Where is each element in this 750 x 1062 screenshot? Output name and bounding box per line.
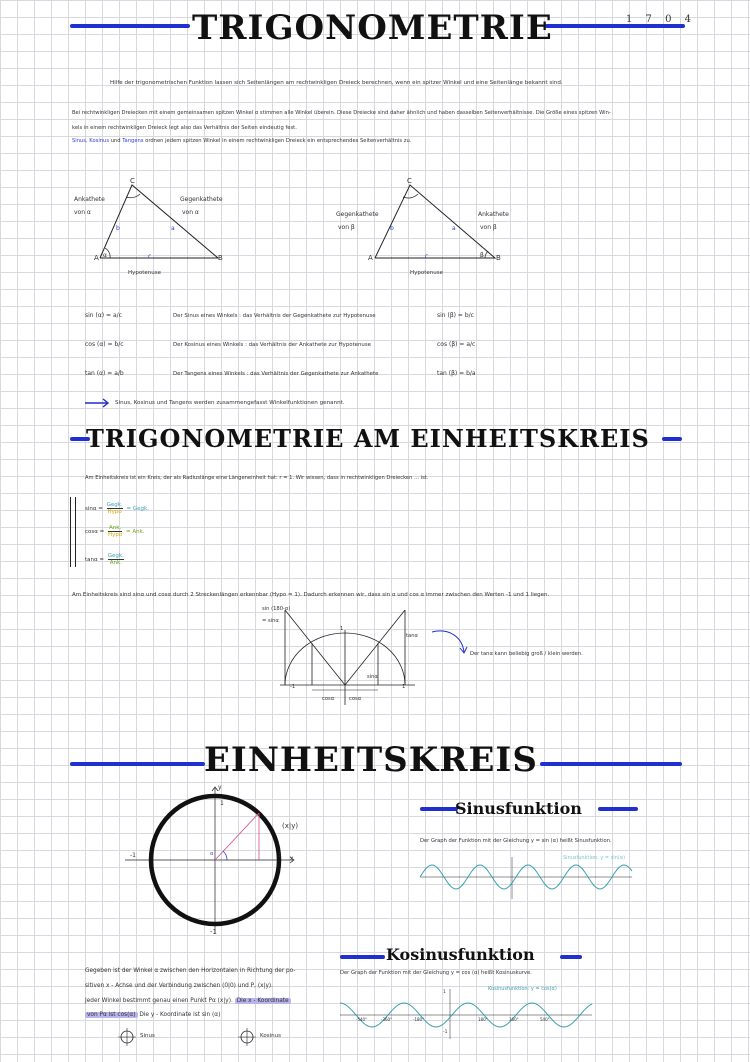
tangent-diagram [270, 605, 450, 710]
uc-minus1-left: -1 [130, 852, 136, 859]
d-sin180: sin (180-α) [262, 606, 291, 612]
t2-B: B [496, 254, 501, 262]
t1-gegenkathete: Gegenkathete [180, 196, 223, 203]
t2-gegenkathete2: von β [338, 224, 355, 231]
t1-ankathete: Ankathete [74, 196, 105, 203]
t1-hypotenuse: Hypotenuse [128, 270, 162, 276]
row-cos-desc: Der Kosinus eines Winkels : das Verhältnis der Ankathete zur Hypotenuse [173, 342, 371, 348]
row-tan-left: tan (α) = a/b [85, 370, 124, 377]
s3-p3-text: Jeder Winkel bestimmt genau einen Punkt Pα (x|y). [85, 998, 233, 1004]
s3-p3 [85, 998, 291, 1006]
section-title-einheitskreis: EINHEITSKREIS [204, 740, 538, 780]
f2-bottom: Hypo [108, 532, 123, 539]
t2-ankathete2: von β [480, 224, 497, 231]
cos-y-bot: -1 [443, 1030, 448, 1035]
s2-intro: Am Einheitskreis ist ein Kreis, der als Radiuslänge eine Längeneinheit hat: r = 1. Wir wissen, dass in rechtwinkligen Dreiecken ... ist. [85, 475, 429, 481]
t1-b: b [116, 225, 120, 232]
s3-p2: sitiven x - Achse und der Verbindung zwischen (0|0) und P, (x|y). [85, 983, 273, 989]
cos-tick-4: 360° [509, 1017, 519, 1022]
cos-tick-2: -180° [413, 1017, 425, 1022]
sine-graph [420, 855, 640, 900]
triangle-alpha-diagram [70, 175, 240, 285]
kosinus-mini-icon [238, 1028, 256, 1046]
uc-x: x [290, 855, 294, 862]
tangens-highlight: Tangens [122, 138, 144, 144]
d-plus1: 1 [402, 684, 406, 690]
s2-para: Am Einheitskreis sind sinα und cosα durch 2 Streckenlängen erkennbar (Hypo = 1). Dadurch erkennen wir, dass sin α und cos α immer zwischen den Werten -1 und 1 liegen. [72, 592, 550, 598]
cos-tick-0: -540° [356, 1017, 368, 1022]
cos-y-top: 1 [443, 990, 446, 995]
t1-c: c [148, 253, 152, 260]
row-tan-right: tan (β) = b/a [437, 370, 476, 377]
t2-hypotenuse: Hypotenuse [410, 270, 444, 276]
sinus-kosinus-highlight: Sinus, Kosinus [72, 138, 110, 144]
d-note: Der tanα kann beliebig groß / klein werden. [470, 651, 583, 657]
t2-a: a [452, 225, 456, 232]
s3-p1: Gegeben ist der Winkel α zwischen den Horizontalen in Richtung der po- [85, 968, 296, 974]
s3-underline-left [70, 762, 205, 766]
s3-p4-text: Die y - Koordinate ist sin (α) [139, 1012, 221, 1018]
t2-A: A [368, 254, 373, 262]
d-minus1: -1 [290, 684, 296, 690]
row-sin-left: sin (α) = a/c [85, 312, 122, 319]
cos-tick-1: -360° [381, 1017, 393, 1022]
f1-left: sinα = [85, 506, 103, 513]
s3-underline-right [540, 762, 682, 766]
s5-text: Der Graph der Funktion mit der Gleichung y = cos (α) heißt Kosinuskurve. [340, 970, 532, 976]
d-sin: sinα [367, 674, 378, 680]
row-cos-left: cos (α) = b/c [85, 341, 124, 348]
t2-gegenkathete: Gegenkathete [336, 211, 379, 218]
arrow-icon [85, 398, 111, 408]
cos-tick-3: 180° [478, 1017, 488, 1022]
para3-mid: und [110, 138, 121, 144]
t1-gegenkathete2: von α [182, 209, 199, 216]
para1: Bei rechtwinkligen Dreiecken mit einem gemeinsamen spitzen Winkel α stimmen alle Winkel überein. Diese Dreiecke sind daher ähnlich und haben dasselben Seitenverhältnisse. Die Größe eines spitzen Win- [72, 110, 611, 116]
f2-left: cosα = [85, 529, 105, 536]
t2-beta: β [480, 252, 484, 259]
f2-top: Ank. [109, 525, 122, 531]
s4-text: Der Graph der Funktion mit der Gleichung y = sin (α) heißt Sinusfunktion. [420, 838, 612, 844]
f2 [85, 525, 145, 538]
x-coordinate-highlight: Die x - Koordinate [236, 998, 289, 1004]
t1-alpha: α [103, 252, 107, 259]
t2-b: b [390, 225, 394, 232]
sinus-mini-icon [118, 1028, 136, 1046]
intro-text: Hilfe der trigonometrischen Funktion lassen sich Seitenlängen am rechtwinkligen Dreieck berechnen, wenn ein spitzer Winkel und eine Seitenlänge bekannt sind. [110, 80, 563, 86]
row-cos-right: cos (β) = a/c [437, 341, 476, 348]
s5-legend: Kosinusfunktion: y = cos(α) [488, 986, 557, 992]
t2-c: c [425, 253, 429, 260]
page-title: TRIGONOMETRIE [192, 8, 553, 48]
sinus-mini-label: Sinus [140, 1033, 155, 1039]
t1-a: a [171, 225, 175, 232]
uc-y: y [218, 784, 222, 791]
s4-legend: Sinusfunktion: y = sin(α) [563, 855, 626, 861]
section-title-sinus: Sinusfunktion [455, 799, 582, 818]
f1 [85, 502, 149, 515]
t2-ankathete: Ankathete [478, 211, 509, 218]
s2-underline-right [662, 437, 682, 441]
f2-right: = Ank. [126, 529, 145, 536]
d-tan: tanα [406, 633, 418, 639]
f3-top: Gegk. [107, 553, 124, 559]
cos-highlight: von Pα ist cos(α) [87, 1012, 136, 1018]
d-cos1: cosα [322, 696, 335, 702]
d-cos2: cosα [349, 696, 362, 702]
s3-p4 [85, 1012, 220, 1020]
uc-xy: (x|y) [282, 822, 299, 830]
f1-top: Gegk. [106, 502, 123, 508]
d-sinalpha-eq: = sinα [262, 618, 279, 624]
cosine-graph [340, 985, 600, 1040]
uc-minus1-bottom: -1 [210, 928, 217, 936]
section-title-kosinus: Kosinusfunktion [386, 945, 535, 964]
s5-underline-right [560, 955, 582, 959]
kosinus-mini-label: Kosinus [260, 1033, 281, 1039]
uc-1-top: 1 [220, 800, 224, 807]
uc-1-right: 1 [278, 852, 282, 859]
f1-right: = Gegk. [126, 506, 149, 513]
t1-C: C [130, 177, 135, 185]
row-tan-desc: Der Tangens eines Winkels : das Verhältnis der Gegenkathete zur Ankathete [173, 371, 379, 377]
title-underline-left [70, 24, 190, 28]
s4-underline-right [598, 807, 638, 811]
winkelfunktionen-note: Sinus, Kosinus und Tangens werden zusammengefasst Winkelfunktionen genannt. [115, 400, 345, 406]
t2-C: C [407, 177, 412, 185]
d-top1: 1 [340, 626, 344, 632]
f3 [85, 553, 126, 566]
cos-tick-5: 540° [540, 1017, 550, 1022]
t1-A: A [94, 254, 99, 262]
s5-underline-left [340, 955, 385, 959]
uc-alpha: α [210, 851, 214, 857]
s4-underline-left [420, 807, 458, 811]
para3 [72, 138, 411, 145]
section-title-einheitskreis-trig: TRIGONOMETRIE AM EINHEITSKREIS [86, 424, 650, 453]
para3-rest: ordnen jedem spitzen Winkel in einem rechtwinkligen Dreieck ein entsprechendes Seitenverhältnis zu. [145, 138, 412, 144]
row-sin-desc: Der Sinus eines Winkels : das Verhältnis der Gegenkathete zur Hypotenuse [173, 313, 376, 319]
para2: kels in einem rechtwinkligen Dreieck legt also das Verhältnis der Seiten eindeutig fest. [72, 125, 297, 131]
f3-left: tanα = [85, 557, 104, 564]
t1-B: B [218, 254, 223, 262]
f1-bottom: Hypo [107, 509, 122, 516]
row-sin-right: sin (β) = b/c [437, 312, 474, 319]
page-number: 1 7 0 4 [626, 14, 696, 25]
formula-bracket [70, 497, 76, 567]
curved-arrow-icon [430, 628, 470, 658]
t1-ankathete2: von α [74, 209, 91, 216]
f3-bottom: Ank. [109, 560, 122, 567]
